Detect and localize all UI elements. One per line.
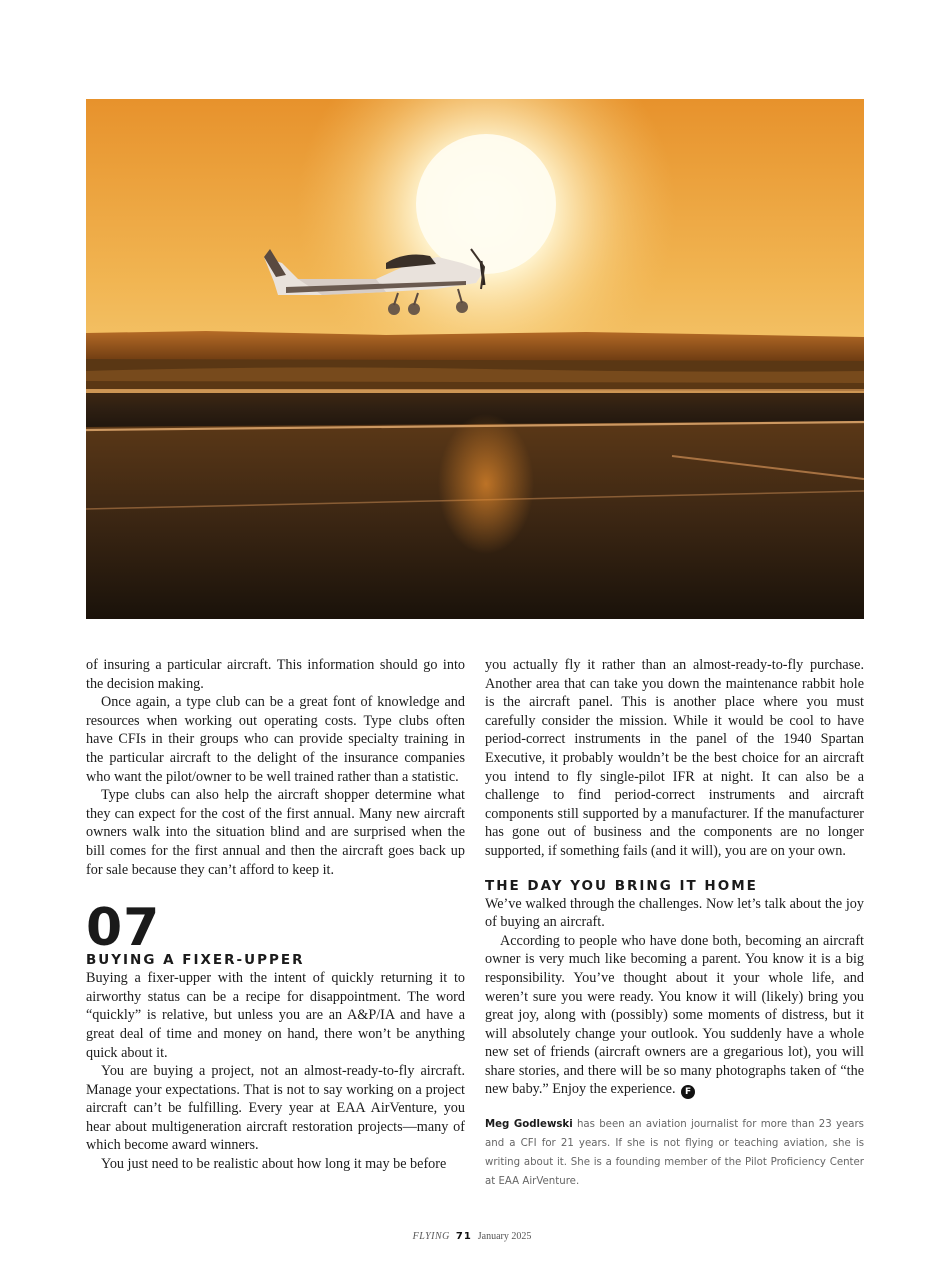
author-bio bbox=[485, 1115, 864, 1191]
body-paragraph-text: According to people who have done both, becoming an aircraft owner is very much like becoming a parent. You know it is a big responsibility. You’ve thought about it your whole life, and weren’t sure you were ready. You know it will (likely) bring you great joy, along with (possibly) some moments of distress, but it will absolutely change your outlook. You suddenly have a whole new set of friends (aircraft owners are a gregarious lot), you will share stories, and there will be so many photographs taken of “the new baby.” Enjoy the experience. bbox=[485, 932, 864, 1098]
body-paragraph: Buying a fixer-upper with the intent of quickly returning it to airworthy status can be a recipe for disappointment. The word “quickly” is relative, but unless you are an A&P/IA and have a great deal of time and money on hand, there won’t be anything quick about it. bbox=[86, 970, 465, 1061]
body-paragraph: of insuring a particular aircraft. This information should go into the decision making. bbox=[86, 657, 465, 692]
right-column bbox=[485, 656, 864, 1191]
section-number: 07 bbox=[86, 898, 161, 959]
body-paragraph: We’ve walked through the challenges. Now let’s talk about the joy of buying an aircraft. bbox=[485, 895, 864, 931]
page-footer bbox=[0, 1231, 944, 1242]
author-name: Meg Godlewski bbox=[485, 1119, 573, 1131]
body-paragraph: You just need to be realistic about how long it may be before bbox=[101, 1156, 447, 1173]
publication-name: FLYING bbox=[412, 1231, 450, 1242]
section-heading: BUYING A FIXER-UPPER bbox=[86, 952, 305, 969]
author-bio-text: has been an aviation journalist for more than 23 years and a CFI for 21 years. If she is not flying or teaching aviation, she is writing about it. She is a founding member of the Pilot Proficiency Center at EAA AirVenture. bbox=[485, 1119, 864, 1188]
end-mark-icon: F bbox=[681, 1085, 695, 1099]
body-paragraph: You are buying a project, not an almost-ready-to-fly aircraft. Manage your expectations. That is not to say working on a project aircraft can’t be fulfilling. Every year at EAA AirVenture, you hear about multigeneration aircraft restoration projects—many of which become award winners. bbox=[86, 1063, 465, 1154]
airplane-sunset-photo bbox=[86, 99, 864, 619]
section-heading: THE DAY YOU BRING IT HOME bbox=[485, 877, 758, 894]
body-paragraph: you actually fly it rather than an almost-ready-to-fly purchase. Another area that can take you down the maintenance rabbit hole is the aircraft panel. This is another place where you must carefully consider the mission. While it would be cool to have period-correct instruments in the panel of the 1940 Spartan Executive, it probably wouldn’t be the best choice for an aircraft you intend to fly single-pilot IFR at night. It can also be a challenge to find period-correct instruments and aircraft components still supported by a manufacturer. If the manufacturer has gone out of business and the components are no longer supported, if something fails (and it will), you are on your own. bbox=[485, 657, 864, 859]
left-column bbox=[86, 656, 465, 1174]
body-paragraph bbox=[485, 932, 864, 1100]
issue-date: January 2025 bbox=[477, 1231, 532, 1242]
body-paragraph: Type clubs can also help the aircraft shopper determine what they can expect for the cost of the first annual. Many new aircraft owners walk into the situation blind and are surprised when the bill comes for the first annual and then the aircraft goes back up for sale because they can’t afford to keep it. bbox=[86, 787, 465, 878]
body-paragraph: Once again, a type club can be a great font of knowledge and resources when working out operating costs. Type clubs often have CFIs in their groups who can provide specialty training in the particular aircraft to the delight of the insurance companies who want the pilot/owner to be well trained rather than a statistic. bbox=[86, 694, 465, 785]
page-number: 71 bbox=[455, 1231, 472, 1242]
